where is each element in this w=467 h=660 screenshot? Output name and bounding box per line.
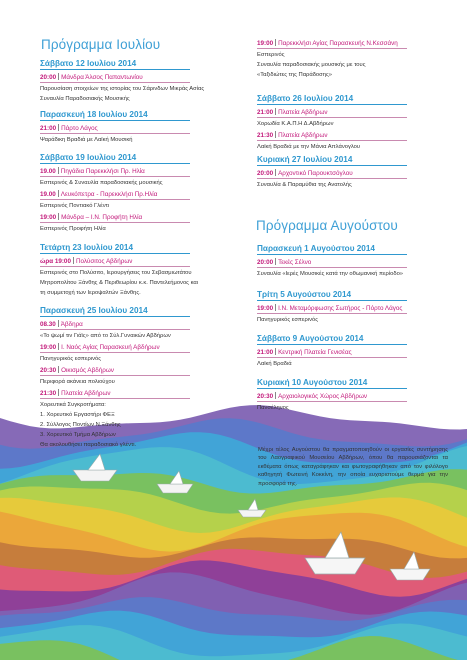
event-divider [257,267,407,268]
event-line [40,257,198,265]
separator [58,320,59,327]
event-line [257,348,407,356]
event-description: Εσπερινός στο Πολύσιτο, Ιερουργήσεις του Σεβασμιωτάτου [40,270,192,276]
day-block [40,306,190,449]
event-description: Συναυλία Παραδοσιακής Μουσικής [40,96,130,102]
separator [275,304,276,311]
event-divider [40,398,190,399]
event-description: Περιφορά ακάνεια πολιούχου [40,379,115,385]
event-place: Πλατεία Αβδήρων [278,109,328,116]
event-time: 20:00 [257,170,274,177]
event-time: 19.00 [40,168,56,175]
event-description: Μητροπολίτου Ξάνθης & Περιθεωρίου κ.κ. Παντελεήμονος και [40,280,199,286]
event-line [40,213,190,221]
day-divider [257,388,407,389]
event-divider [257,117,407,118]
day-heading: Τετάρτη 23 Ιουλίου 2014 [40,243,134,252]
event-line [257,169,407,177]
separator [275,348,276,355]
event-time: 19:00 [257,305,274,312]
event-time: 21:30 [257,132,274,139]
separator [275,39,276,46]
event-time: 20:30 [40,367,57,374]
event-description: Πανηγυρικός εσπερινός [40,356,102,362]
event-description: Πανηγυρικός εσπερινός [257,317,319,323]
event-place: Τεκές Σέλνο [278,259,312,266]
separator [275,169,276,176]
separator [58,213,59,220]
event-time: 20:00 [40,74,57,81]
day-block [40,110,190,144]
event-divider [257,401,407,402]
day-divider [257,254,407,255]
day-heading: Παρασκευή 18 Ιουλίου 2014 [40,110,148,119]
event-line [40,124,190,132]
event-description: Χορευτικά Συγκροτήματα: [40,402,106,408]
event-description: 2. Σύλλογος Ποντίων Ν.Ξάνθης [40,422,121,428]
event-line [257,108,407,116]
separator [275,131,276,138]
event-place: Μάνδρα – Ι.Ν. Προφήτη Ηλία [61,214,143,221]
event-description: Εσπερινός Προφήτη Ηλία [40,226,106,232]
day-heading: Τρίτη 5 Αυγούστου 2014 [257,290,352,299]
event-divider [40,176,190,177]
event-divider [40,82,190,83]
day-divider [257,104,407,105]
day-block [257,94,407,151]
event-time: 21:00 [40,125,57,132]
day-block [40,153,190,233]
separator [58,73,59,80]
day-block [40,59,204,103]
event-place: Λευκόπετρα - Παρεκκλήσι Πρ.Ηλία [60,191,158,198]
event-place: Πηγάδια Παρεκκλήσι Πρ. Ηλία [60,168,145,175]
july-title: Πρόγραμμα Ιουλίου [41,37,161,52]
event-description: «Ταξιδιώτες της Παράδοσης» [257,72,332,78]
event-place: Πολύσιτος Αβδήρων [75,258,133,265]
event-description: Εσπερινός [257,52,285,58]
event-place: Αρχοντικό Παρουκτσόγλου [278,170,353,177]
event-time: 20:30 [257,393,274,400]
event-divider [40,199,190,200]
event-description: τη συμμετοχή των Ιεροψαλτών Ξάνθης. [40,290,141,296]
event-line [40,190,190,198]
day-divider [40,120,190,121]
event-line [40,73,204,81]
event-line [257,304,407,312]
event-place: Παρεκκλήσι Αγίας Παρασκευής Ν.Κεσσάνη [278,40,398,47]
day-heading: Σάββατο 12 Ιουλίου 2014 [40,59,137,68]
event-time: 21:30 [40,390,57,397]
separator [58,366,59,373]
event-time: 21:00 [257,349,274,356]
day-block [257,244,407,278]
event-line [40,343,190,351]
separator [275,258,276,265]
separator [275,392,276,399]
august-title: Πρόγραμμα Αυγούστου [256,218,398,233]
day-divider [257,300,407,301]
event-time: 19:00 [257,40,274,47]
event-description: Συναυλία «Ιερές Μουσικές κατά την οθωμανική περίοδο» [257,271,404,277]
event-divider [40,352,190,353]
event-time: 21:00 [257,109,274,116]
event-time: 19:00 [40,214,57,221]
event-divider [257,48,407,49]
event-place: Οικισμός Αβδήρων [61,367,114,374]
event-description: Εσπερινός Ποντιακό Γλέντι [40,203,110,209]
day-divider [257,344,407,345]
separator [58,389,59,396]
event-time: 20:00 [257,259,274,266]
day-block [257,36,407,79]
event-place: Άβδηρα [60,321,83,328]
event-time: 08.30 [40,321,56,328]
event-time: ώρα 19:00 [40,258,71,265]
event-place: Αρχαιολογικός Χώρος Αβδήρων [278,393,368,400]
event-description: Λαϊκή Βραδιά με την Μάνια Απλάνογλου [257,144,361,150]
event-place: Μάνδρα Άλσος Παπαντωνίου [61,74,143,81]
separator [58,190,59,197]
event-description: «Το ψωμί τιν Γιάϊς» από το Σύλ.Γυναικών Αβδήρων [40,333,171,339]
day-divider [40,253,190,254]
event-description: Συναυλία & Παραμύθια της Ανατολής [257,182,352,188]
event-line [257,39,407,47]
separator [58,167,59,174]
event-divider [257,178,407,179]
event-divider [40,266,190,267]
event-time: 19.00 [40,191,56,198]
event-description: Παρουσίαση στοιχείων της ιστορίας του Σάρινδων Μικράς Ασίας [40,86,205,92]
day-divider [40,316,190,317]
event-description: Χορωδία Κ.Α.Π.Η Δ.Αβδήρων [257,121,334,127]
day-block [257,334,407,368]
event-description: Εσπερινός & Συναυλία παραδοσιακής μουσικής [40,180,163,186]
event-line [40,366,190,374]
separator [275,108,276,115]
event-description: Θα ακολουθήσει παραδοσιακό γλέντι. [40,442,137,448]
day-heading: Σάββατο 9 Αυγούστου 2014 [257,334,364,343]
day-heading: Κυριακή 27 Ιουλίου 2014 [257,155,353,164]
day-block [257,378,407,412]
event-line [40,167,190,175]
event-description: 1. Χορευτικό Εργαστήρι ΦΕΞ [40,412,115,418]
day-heading: Σάββατο 19 Ιουλίου 2014 [40,153,137,162]
event-description: Ψαράδικη Βραδιά με Λαϊκή Μουσική [40,137,133,143]
event-place: Ι.Ν. Μεταμόρφωσης Σωτήρος - Πόρτο Λάγος [278,305,403,312]
day-block [257,290,407,324]
event-place: Πάρτο Λάγος [61,125,98,132]
event-line [257,392,407,400]
event-place: Ι. Ναός Αγίας Παρασκευή Αβδήρων [61,344,160,351]
day-heading: Παρασκευή 1 Αυγούστου 2014 [257,244,375,253]
event-time: 19:00 [40,344,57,351]
event-divider [257,140,407,141]
day-divider [257,165,407,166]
event-place: Κεντρική Πλατεία Γενισέας [278,349,352,356]
event-line [40,320,190,328]
event-description: Πανσέληνος [257,405,289,411]
day-heading: Παρασκευή 25 Ιουλίου 2014 [40,306,148,315]
event-place: Πλατεία Αβδήρων [61,390,111,397]
separator [58,343,59,350]
event-divider [257,313,407,314]
closing-note: Μέχρι τέλος Αυγούστου θα πραγματοποιηθούν οι εργασίες συντήρησης του Λαογραφικού Μουσείου Αβδήρων, όπου θα παρουσιάζονται τα εκθέματα όπως καταγράφηκαν και φωτογραφήθηκαν από τον φιλόλογο καθηγητή Φωτεινή Κοκκίνη, την οποία ευχαριστούμε θερμά για την προσφορά της. [258,447,448,487]
event-divider [40,329,190,330]
event-line [257,258,407,266]
day-block [40,243,198,297]
event-place: Πλατεία Αβδήρων [278,132,328,139]
event-divider [40,133,190,134]
event-line [40,389,190,397]
day-heading: Σάββατο 26 Ιουλίου 2014 [257,94,354,103]
separator [73,257,74,264]
event-description: 3. Χορευτικό Τμήμα Αβδήρων [40,432,116,438]
event-description: Λαϊκή Βραδιά [257,361,292,367]
event-divider [40,375,190,376]
day-heading: Κυριακή 10 Αυγούστου 2014 [257,378,368,387]
separator [58,124,59,131]
day-block [257,155,407,189]
day-divider [40,163,190,164]
event-description: Συναυλία παραδοσιακής μουσικής με τους [257,62,366,68]
event-divider [257,357,407,358]
event-line [257,131,407,139]
day-divider [40,69,190,70]
event-divider [40,222,190,223]
